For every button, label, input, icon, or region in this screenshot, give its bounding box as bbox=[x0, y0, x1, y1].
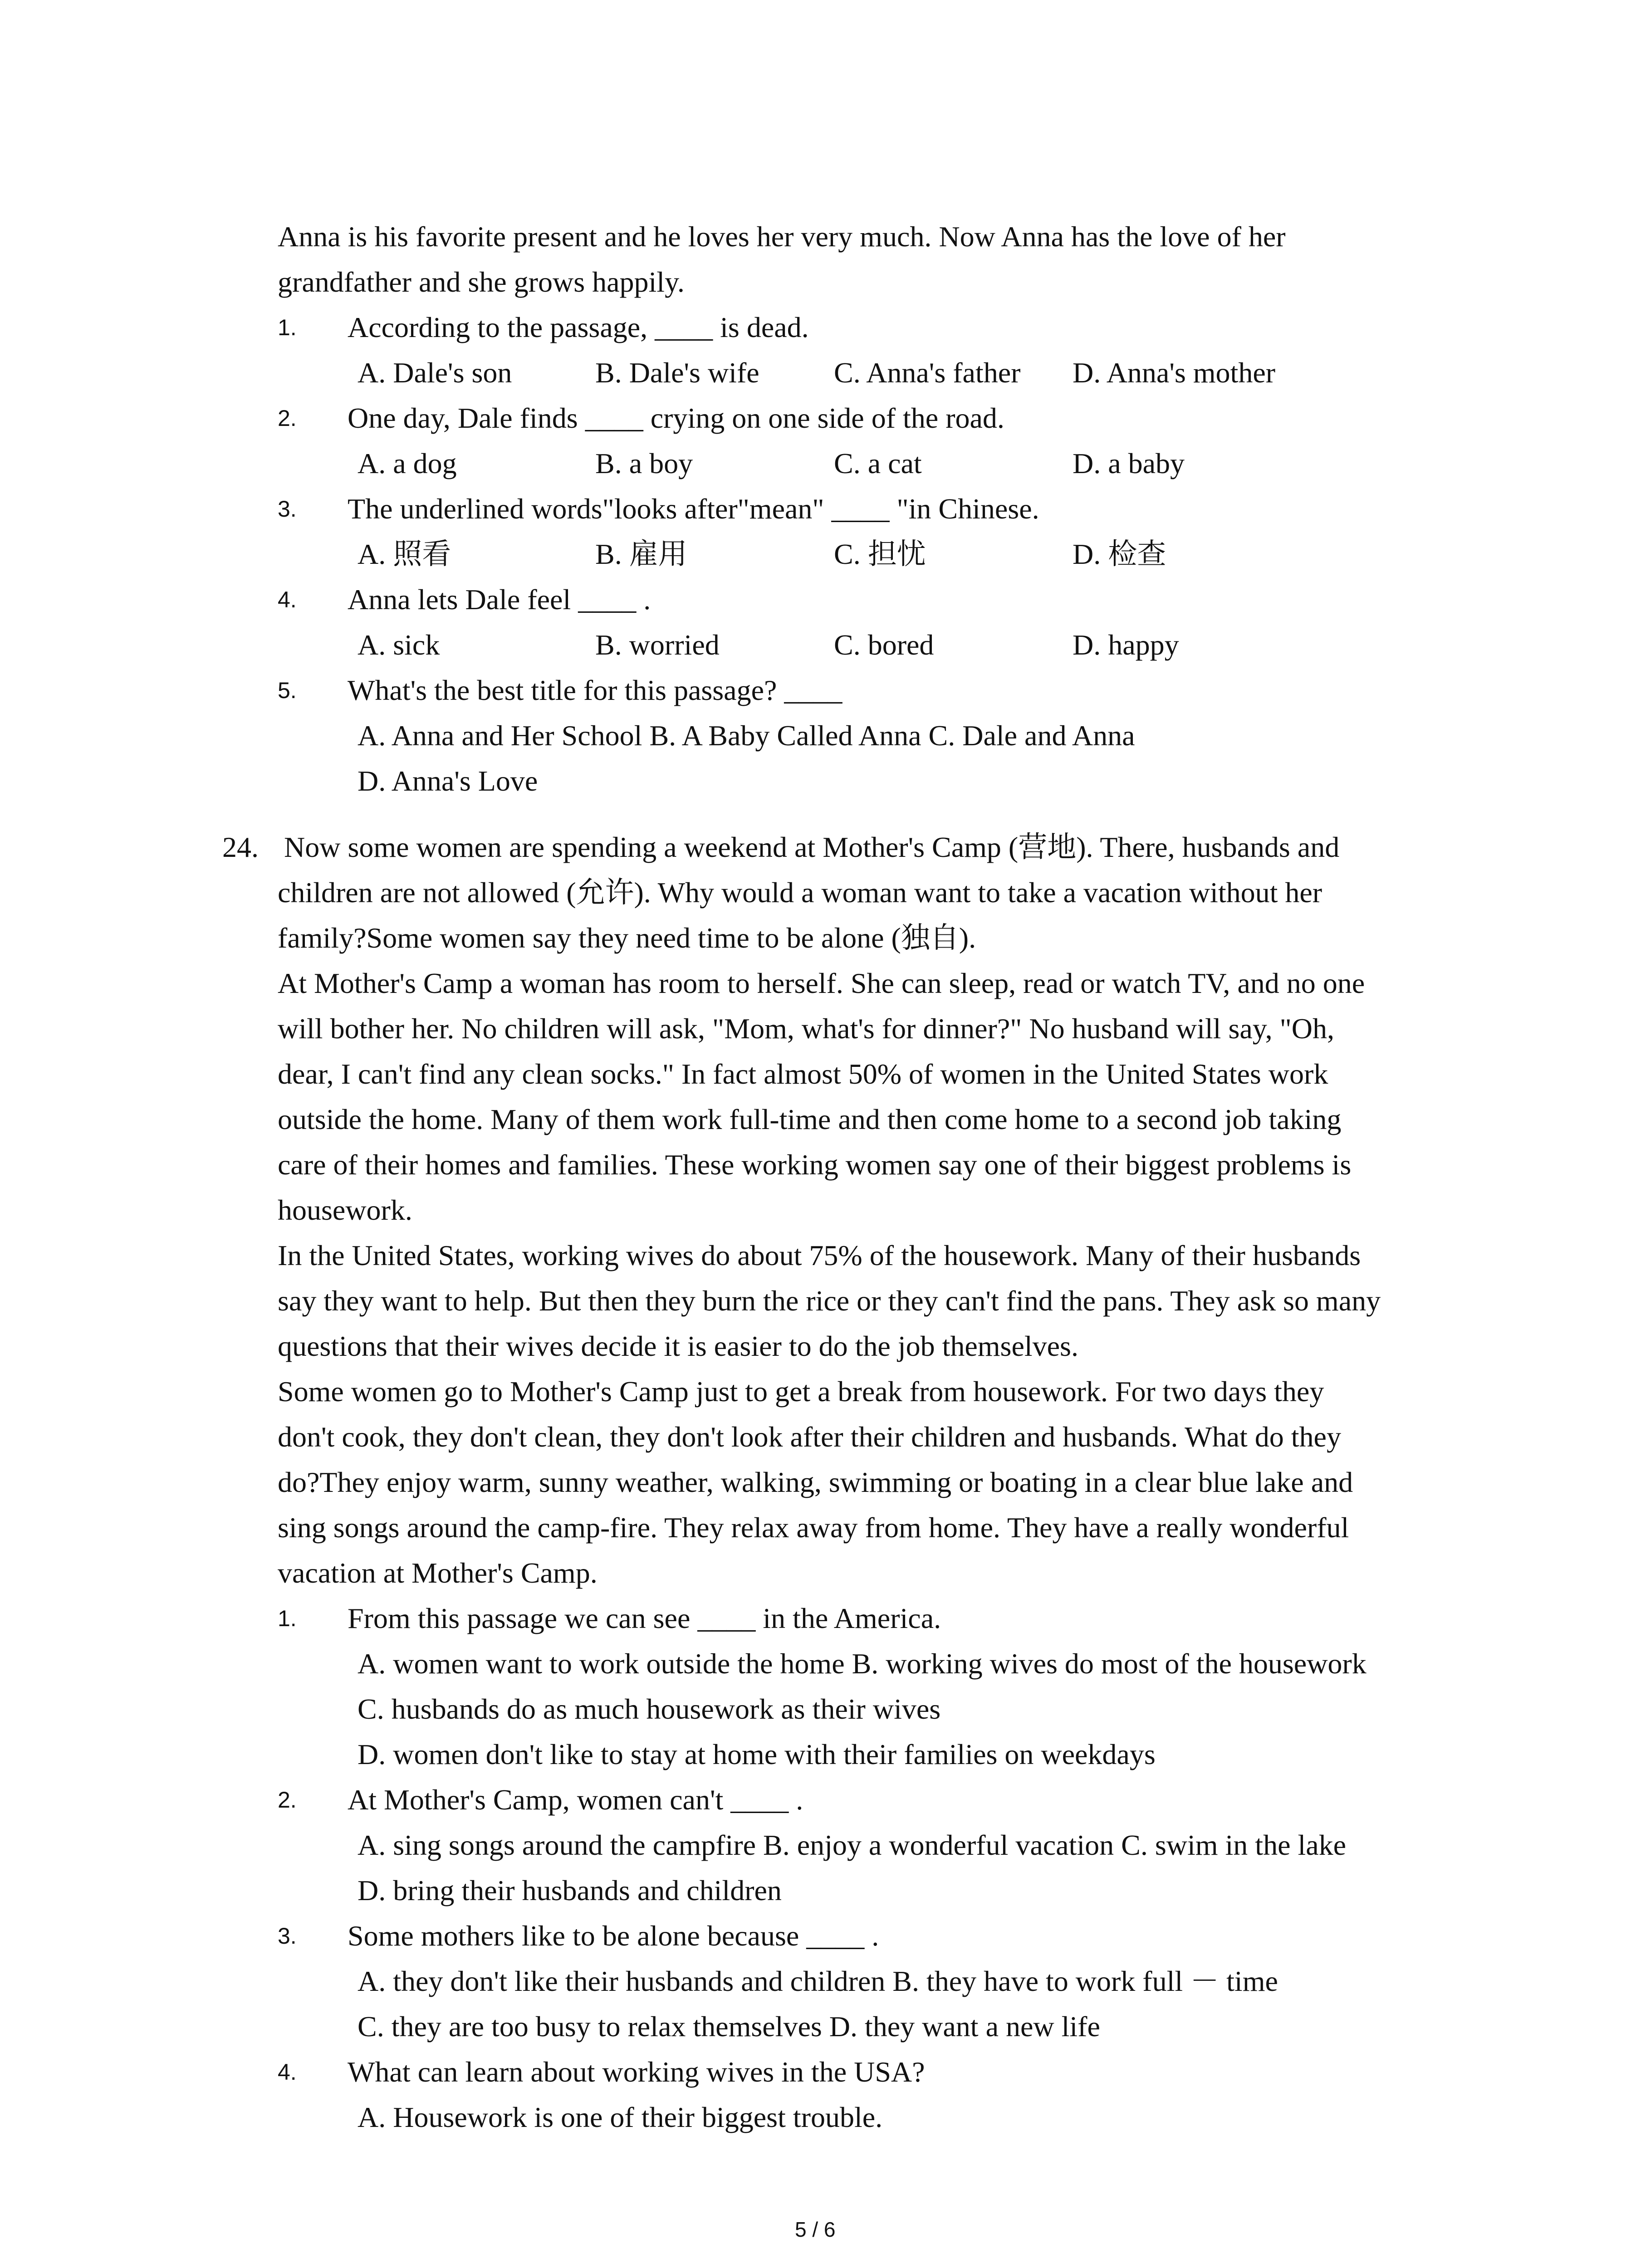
option-c: C. Anna's father bbox=[834, 357, 1021, 389]
question-number: 2. bbox=[278, 1787, 297, 1813]
passage-line: Some women go to Mother's Camp just to get a break from housework. For two days they bbox=[278, 1375, 1324, 1408]
passage-line: Now some women are spending a weekend at Mother's Camp (营地). There, husbands and bbox=[284, 831, 1340, 863]
options-line: A. they don't like their husbands and children B. they have to work full － time bbox=[358, 1965, 1278, 1997]
passage-line: family?Some women say they need time to be alone (独自). bbox=[278, 922, 976, 954]
question-stem: From this passage we can see ____ in the America. bbox=[348, 1602, 941, 1634]
passage-line: housework. bbox=[278, 1194, 412, 1226]
intro-line-2: grandfather and she grows happily. bbox=[278, 266, 685, 298]
question-stem: According to the passage, ____ is dead. bbox=[348, 311, 809, 343]
option-c: C. bored bbox=[834, 629, 934, 661]
option-d: D. 检查 bbox=[1073, 538, 1166, 570]
option-c: C. 担忧 bbox=[834, 538, 926, 570]
passage-line: children are not allowed (允许). Why would a woman want to take a vacation without her bbox=[278, 876, 1323, 909]
question-number: 4. bbox=[278, 587, 297, 612]
option-a: A. sick bbox=[358, 629, 440, 661]
question-stem: What can learn about working wives in the USA? bbox=[348, 2056, 925, 2088]
option-b: B. 雇用 bbox=[595, 538, 687, 570]
passage-line: questions that their wives decide it is easier to do the job themselves. bbox=[278, 1330, 1078, 1362]
passage-line: care of their homes and families. These working women say one of their biggest problems is bbox=[278, 1149, 1352, 1181]
passage-line: sing songs around the camp-fire. They relax away from home. They have a really wonderful bbox=[278, 1511, 1349, 1544]
option-a: A. Dale's son bbox=[358, 357, 512, 389]
question-number: 3. bbox=[278, 496, 297, 522]
question-stem: Anna lets Dale feel ____ . bbox=[348, 583, 651, 616]
passage-line: don't cook, they don't clean, they don't look after their children and husbands. What do they bbox=[278, 1421, 1341, 1453]
option-d: D. happy bbox=[1073, 629, 1179, 661]
passage-line: vacation at Mother's Camp. bbox=[278, 1557, 598, 1589]
option-d: D. a baby bbox=[1073, 447, 1185, 479]
question-number: 4. bbox=[278, 2059, 297, 2085]
question-number: 1. bbox=[278, 1606, 297, 1631]
options-line: C. husbands do as much housework as their wives bbox=[358, 1693, 941, 1725]
passage-line: In the United States, working wives do about 75% of the housework. Many of their husbands bbox=[278, 1239, 1361, 1271]
question-number: 1. bbox=[278, 315, 297, 340]
option-b: B. worried bbox=[595, 629, 720, 661]
options-line: C. they are too busy to relax themselves D. they want a new life bbox=[358, 2010, 1100, 2043]
option-d: D. Anna's mother bbox=[1073, 357, 1276, 389]
question-stem: One day, Dale finds ____ crying on one side of the road. bbox=[348, 402, 1004, 434]
option-a: A. a dog bbox=[358, 447, 457, 479]
intro-line-1: Anna is his favorite present and he loves her very much. Now Anna has the love of her bbox=[278, 220, 1286, 253]
question-stem: The underlined words"looks after"mean" ____ "in Chinese. bbox=[348, 493, 1039, 525]
option-b: B. a boy bbox=[595, 447, 693, 479]
passage-line: do?They enjoy warm, sunny weather, walking, swimming or boating in a clear blue lake and bbox=[278, 1466, 1353, 1498]
options-line: A. Housework is one of their biggest trouble. bbox=[358, 2101, 883, 2133]
options-line: D. women don't like to stay at home with their families on weekdays bbox=[358, 1738, 1156, 1770]
options-line: D. Anna's Love bbox=[358, 765, 538, 797]
options-line: A. sing songs around the campfire B. enjoy a wonderful vacation C. swim in the lake bbox=[358, 1829, 1347, 1861]
question-number: 2. bbox=[278, 406, 297, 431]
option-a: A. 照看 bbox=[358, 538, 451, 570]
option-c: C. a cat bbox=[834, 447, 922, 479]
passage-line: At Mother's Camp a woman has room to herself. She can sleep, read or watch TV, and no one bbox=[278, 967, 1365, 999]
question-stem: What's the best title for this passage? ____ bbox=[348, 674, 843, 706]
options-line: D. bring their husbands and children bbox=[358, 1874, 782, 1906]
question-stem: Some mothers like to be alone because ____ . bbox=[348, 1920, 879, 1952]
option-b: B. Dale's wife bbox=[595, 357, 759, 389]
question-number: 3. bbox=[278, 1923, 297, 1949]
passage-line: will bother her. No children will ask, "Mom, what's for dinner?" No husband will say, "Oh, bbox=[278, 1012, 1334, 1045]
options-line: A. Anna and Her School B. A Baby Called Anna C. Dale and Anna bbox=[358, 719, 1135, 752]
question-number: 5. bbox=[278, 678, 297, 703]
question-stem: At Mother's Camp, women can't ____ . bbox=[348, 1784, 803, 1816]
passage-line: outside the home. Many of them work full-time and then come home to a second job taking bbox=[278, 1103, 1342, 1135]
options-line: A. women want to work outside the home B. working wives do most of the housework bbox=[358, 1647, 1367, 1680]
passage-line: say they want to help. But then they burn the rice or they can't find the pans. They ask so many bbox=[278, 1285, 1381, 1317]
passage-number: 24. bbox=[222, 831, 259, 863]
page-number: 5 / 6 bbox=[795, 2218, 836, 2241]
passage-line: dear, I can't find any clean socks." In fact almost 50% of women in the United States work bbox=[278, 1058, 1328, 1090]
